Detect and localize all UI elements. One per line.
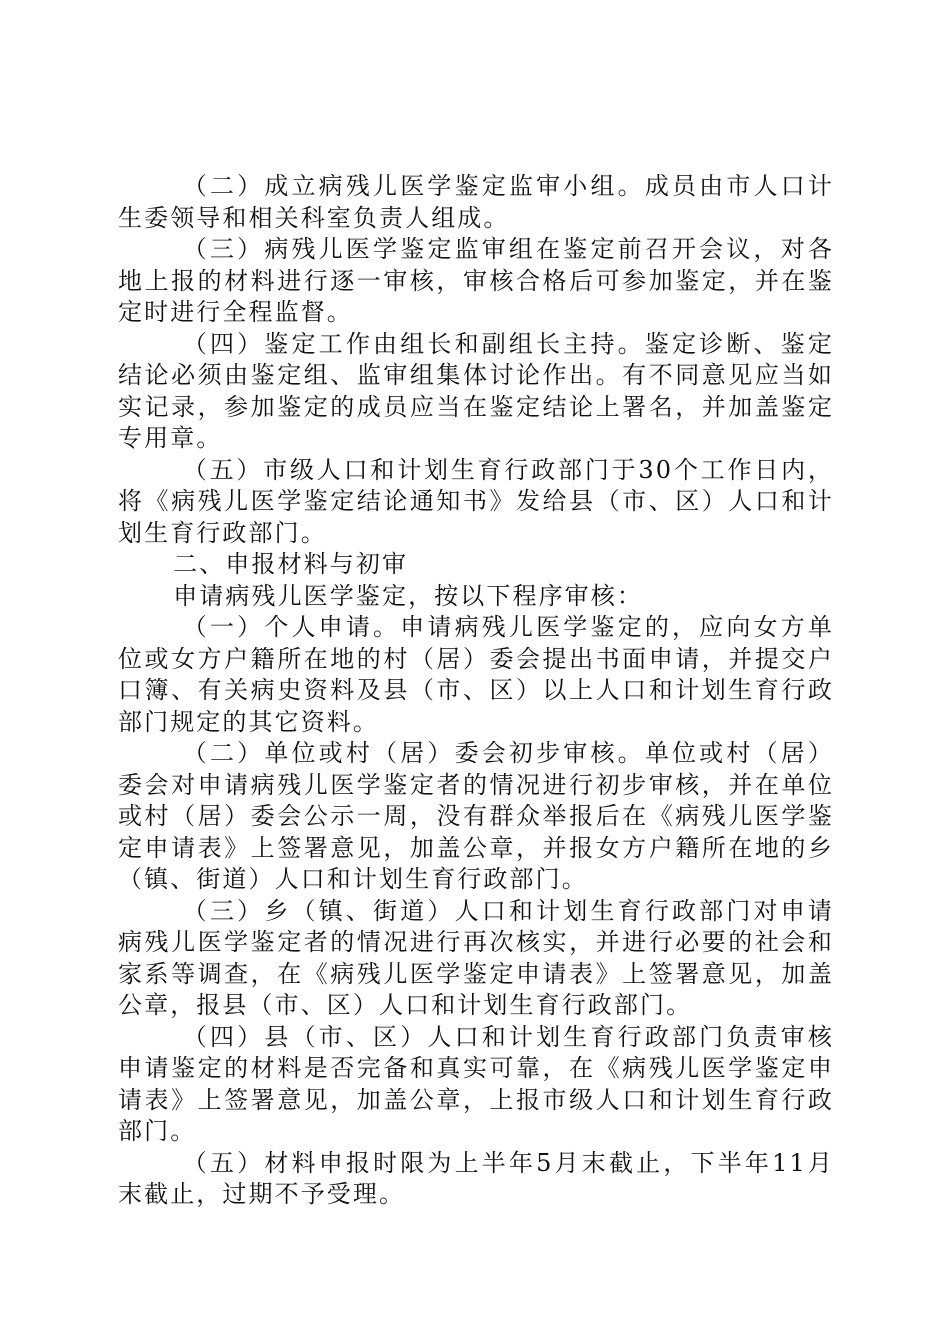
paragraph-personal-application: （一）个人申请。申请病残儿医学鉴定的，应向女方单位或女方户籍所在地的村（居）委会提出书面申请，并提交户口簿、有关病史资料及县（市、区）以上人口和计划生育行政部门规定的其它资料。 <box>118 613 834 736</box>
paragraph-county-review: （四）县（市、区）人口和计划生育行政部门负责审核申请鉴定的材料是否完备和真实可靠，在《病残儿医学鉴定申请表》上签署意见，加盖公章，上报市级人口和计划生育行政部门。 <box>118 1022 834 1145</box>
paragraph-township-review: （三）乡（镇、街道）人口和计划生育行政部门对申请病残儿医学鉴定者的情况进行再次核实，并进行必要的社会和家系等调查，在《病残儿医学鉴定申请表》上签署意见，加盖公章，报县（市、区）人口和计划生育行政部门。 <box>118 896 834 1019</box>
paragraph-supervision-meeting: （三）病残儿医学鉴定监审组在鉴定前召开会议，对各地上报的材料进行逐一审核，审核合格后可参加鉴定，并在鉴定时进行全程监督。 <box>118 235 834 326</box>
paragraph-establish-supervision-group: （二）成立病残儿医学鉴定监审小组。成员由市人口计生委领导和相关科室负责人组成。 <box>118 172 834 232</box>
paragraph-notification-deadline: （五）市级人口和计划生育行政部门于30个工作日内，将《病残儿医学鉴定结论通知书》发给县（市、区）人口和计划生育行政部门。 <box>118 455 834 547</box>
paragraph-unit-review: （二）单位或村（居）委会初步审核。单位或村（居）委会对申请病残儿医学鉴定者的情况进行初步审核，并在单位或村（居）委会公示一周，没有群众举报后在《病残儿医学鉴定申请表》上签署意见，加盖公章，并报女方户籍所在地的乡（镇、街道）人口和计划生育行政部门。 <box>118 739 834 893</box>
paragraph-appraisal-chair: （四）鉴定工作由组长和副组长主持。鉴定诊断、鉴定结论必须由鉴定组、监审组集体讨论作出。有不同意见应当如实记录，参加鉴定的成员应当在鉴定结论上署名，并加盖鉴定专用章。 <box>118 329 834 452</box>
paragraph-submission-deadline: （五）材料申报时限为上半年5月末截止，下半年11月末截止，过期不予受理。 <box>118 1148 834 1208</box>
section-intro: 申请病残儿医学鉴定，按以下程序审核： <box>173 581 643 610</box>
document-body <box>118 171 834 1211</box>
section-heading: 二、申报材料与初审 <box>173 550 409 578</box>
